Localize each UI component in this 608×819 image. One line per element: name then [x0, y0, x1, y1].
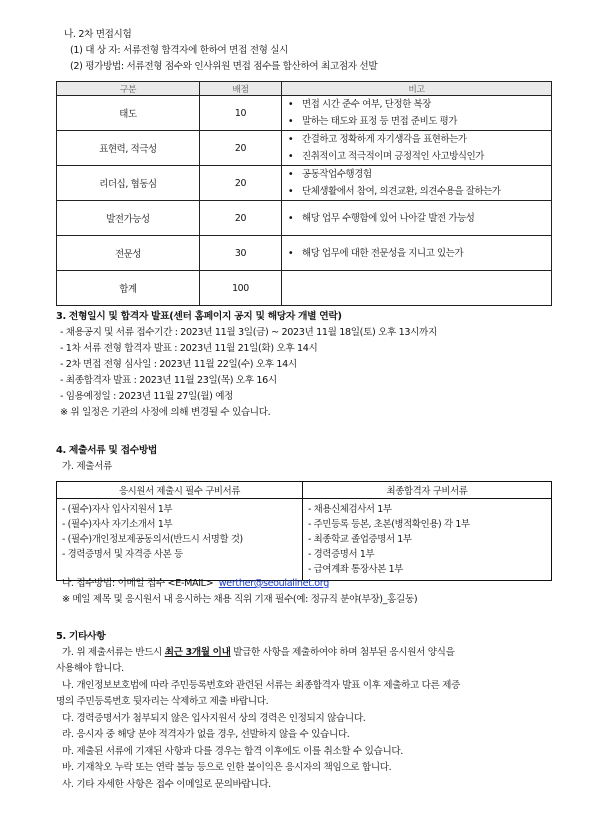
- row-category: 전문성: [57, 236, 200, 271]
- row-score: 30: [200, 236, 282, 271]
- row-notes: [282, 131, 552, 166]
- note-item: • 해당 업무 수행함에 있어 나아갈 발전 가능성: [288, 210, 551, 227]
- list-item: - 급여계좌 통장사본 1부: [308, 564, 403, 575]
- schedule-line: - 2차 면접 전형 심사일 : 2023년 11월 22일(수) 오후 14시: [60, 359, 297, 370]
- list-item: - 경력증명서 1부: [308, 549, 375, 560]
- notice-ga-text: 가. 위 제출서류는 반드시: [62, 647, 165, 658]
- row-notes: [282, 96, 552, 131]
- notice-na: 나. 개인정보보호법에 따라 주민등록번호와 관련된 서류는 최종합격자 발표 이후 제출하고 다른 제증: [62, 680, 461, 691]
- table-row: [57, 166, 552, 201]
- header-final-docs: 최종합격자 구비서류: [303, 482, 552, 499]
- row-score: 20: [200, 166, 282, 201]
- row-notes: [282, 236, 552, 271]
- note-item: • 해당 업무에 대한 전문성을 지니고 있는가: [288, 245, 551, 262]
- row-score: 20: [200, 201, 282, 236]
- evaluation-header-row: [57, 82, 552, 96]
- notice-da: 다. 경력증명서가 첨부되지 않은 입사지원서 상의 경력은 인정되지 않습니다.: [62, 713, 366, 724]
- evaluation-table: [56, 81, 552, 306]
- section-3-title: 3. 전형일시 및 합격자 발표(센터 홈페이지 공지 및 해당자 개별 연락): [56, 311, 342, 322]
- documents-body-row: [57, 499, 552, 581]
- table-row: [57, 96, 552, 131]
- total-score: 100: [200, 271, 282, 306]
- row-category: 태도: [57, 96, 200, 131]
- row-category: 리더십, 협동심: [57, 166, 200, 201]
- notice-sa: 사. 기타 자세한 사항은 접수 이메일로 문의바랍니다.: [62, 779, 271, 790]
- list-item: - 경력증명서 및 자격증 사본 등: [62, 549, 183, 560]
- table-row: [57, 201, 552, 236]
- section-5-title: 5. 기타사항: [56, 631, 106, 642]
- schedule-line: - 채용공지 및 서류 접수기간 : 2023년 11월 3일(금) ~ 2023년 11월 18일(토) 오후 13시까지: [60, 327, 437, 338]
- list-item: - (필수)자사 입사지원서 1부: [62, 504, 173, 515]
- table-row-total: [57, 271, 552, 306]
- notice-na-continued: 명의 주민등록번호 뒷자리는 삭제하고 제출 바랍니다.: [56, 696, 269, 707]
- note-item: • 면접 시간 준수 여부, 단정한 복장: [288, 96, 551, 113]
- notice-ra: 라. 응시자 중 해당 분야 적격자가 없을 경우, 선발하지 않을 수 있습니다.: [62, 729, 350, 740]
- note-item: • 단체생활에서 참여, 의견교환, 의견수용을 잘하는가: [288, 183, 551, 200]
- schedule-line: - 1차 서류 전형 합격자 발표 : 2023년 11월 21일(화) 오후 14시: [60, 343, 318, 354]
- list-item: - (필수)개인정보제공동의서(반드시 서명할 것): [62, 534, 243, 545]
- submission-method-label: 나. 접수방법: 이메일 접수 <E-MAIL>: [62, 578, 214, 589]
- documents-header-row: [57, 482, 552, 499]
- notice-ma: 마. 제출된 서류에 기재된 사항과 다를 경우는 합격 이후에도 이를 취소할 수 있습니다.: [62, 746, 403, 757]
- final-docs-list: [303, 499, 552, 581]
- note-item: • 말하는 태도와 표정 등 면접 준비도 평가: [288, 113, 551, 130]
- list-item: - 주민등록 등본, 초본(병적확인용) 각 1부: [308, 519, 470, 530]
- notice-ga: [62, 647, 455, 659]
- documents-subtitle: 가. 제출서류: [62, 461, 112, 472]
- row-score: 10: [200, 96, 282, 131]
- row-score: 20: [200, 131, 282, 166]
- row-notes: [282, 201, 552, 236]
- list-item: - 채용신체검사서 1부: [308, 504, 392, 515]
- list-item: - 최종학교 졸업증명서 1부: [308, 534, 412, 545]
- notice-ga-continued: 사용해야 합니다.: [56, 663, 124, 674]
- email-link[interactable]: werther@seoulallnet.org: [218, 578, 329, 589]
- interview-title: 나. 2차 면접시험: [64, 29, 132, 40]
- schedule-line: - 임용예정일 : 2023년 11월 27일(월) 예정: [60, 391, 234, 402]
- total-notes: [282, 271, 552, 306]
- section-4-title: 4. 제출서류 및 접수방법: [56, 445, 158, 456]
- notice-ga-emphasis: 최근 3개월 이내: [164, 647, 231, 658]
- row-category: 표현력, 적극성: [57, 131, 200, 166]
- row-notes: [282, 166, 552, 201]
- table-row: [57, 236, 552, 271]
- header-notes: 비고: [282, 82, 552, 96]
- header-score: 배점: [200, 82, 282, 96]
- table-row: [57, 131, 552, 166]
- note-item: • 간결하고 정확하게 자기생각을 표현하는가: [288, 131, 551, 148]
- interview-target: (1) 대 상 자: 서류전형 합격자에 한하여 면접 전형 실시: [70, 45, 289, 56]
- notice-ba: 바. 기재착오 누락 또는 연락 불능 등으로 인한 불이익은 응시자의 책임으로 합니다.: [62, 762, 392, 773]
- list-item: - (필수)자사 자기소개서 1부: [62, 519, 173, 530]
- header-required-docs: 응시원서 제출시 필수 구비서류: [57, 482, 303, 499]
- schedule-line: - 최종합격자 발표 : 2023년 11월 23일(목) 오후 16시: [60, 375, 277, 386]
- schedule-note: ※ 위 일정은 기관의 사정에 의해 변경될 수 있습니다.: [60, 407, 271, 418]
- note-item: • 진취적이고 적극적이며 긍정적인 사고방식인가: [288, 148, 551, 165]
- documents-table: [56, 481, 552, 581]
- email-subject-note: ※ 메일 제목 및 응시원서 내 응시하는 채용 직위 기재 필수(예: 정규직 분야(부장)_홍길동): [62, 594, 418, 605]
- note-item: • 공동작업수행경험: [288, 166, 551, 183]
- header-category: 구분: [57, 82, 200, 96]
- total-label: 합계: [57, 271, 200, 306]
- required-docs-list: [57, 499, 303, 581]
- notice-ga-text-2: 발급한 사항을 제출하여야 하며 첨부된 응시원서 양식을: [230, 647, 455, 658]
- row-category: 발전가능성: [57, 201, 200, 236]
- submission-method: [62, 578, 329, 590]
- interview-method: (2) 평가방법: 서류전형 점수와 인사위원 면접 점수를 합산하여 최고점자 선발: [70, 61, 378, 72]
